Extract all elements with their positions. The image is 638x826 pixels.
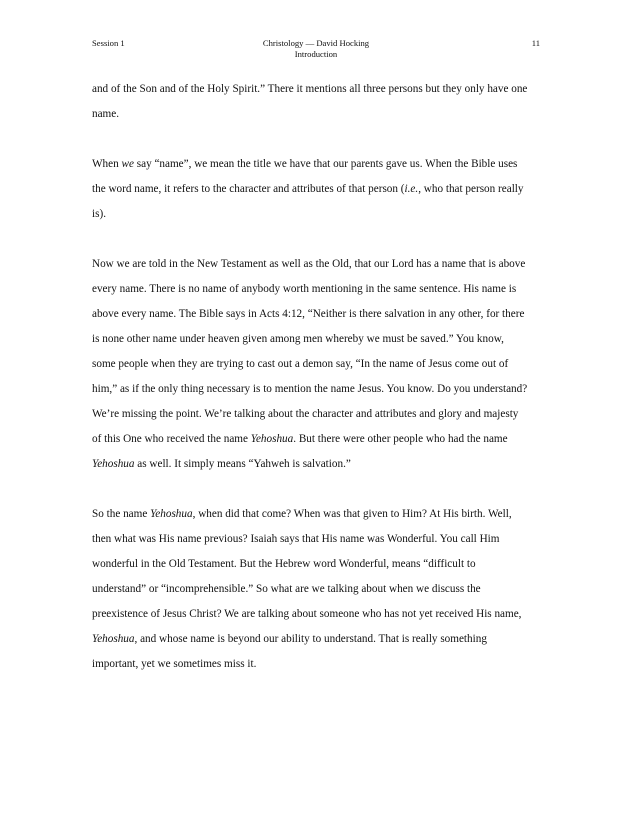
page-header: [92, 38, 540, 62]
paragraph-4: [92, 502, 544, 677]
text-line: preexistence of Jesus Christ? We are talking about someone who has not yet received His name,: [92, 608, 522, 620]
text-line: Now we are told in the New Testament as well as the Old, that our Lord has a name that is above: [92, 258, 526, 270]
text-line: We’re missing the point. We’re talking about the character and attributes and glory and majesty: [92, 408, 519, 420]
paragraph-1: [92, 77, 544, 127]
text-line: every name. There is no name of anybody worth mentioning in the same sentence. His name is: [92, 283, 517, 295]
text-line: name.: [92, 108, 120, 120]
text-line: is).: [92, 208, 106, 220]
text-line: and of the Son and of the Holy Spirit.” There it mentions all three persons but they only have one: [92, 83, 528, 95]
text-line: important, yet we sometimes miss it.: [92, 658, 257, 670]
text-line: the word name, it refers to the character and attributes of that person (i.e., who that person really: [92, 183, 524, 195]
emphasis: Yehoshua: [250, 433, 294, 445]
document-body: [92, 77, 544, 677]
emphasis: i.e.: [404, 183, 419, 195]
text-line: wonderful in the Old Testament. But the Hebrew word Wonderful, means “difficult to: [92, 558, 476, 570]
header-title-line2: Introduction: [294, 49, 338, 59]
text-line: understand” or “incomprehensible.” So what are we talking about when we discuss the: [92, 583, 481, 595]
text-line: some people when they are trying to cast out a demon say, “In the name of Jesus come out of: [92, 358, 509, 370]
text-line: then what was His name previous? Isaiah says that His name was Wonderful. You call Him: [92, 533, 500, 545]
header-session: Session 1: [92, 38, 125, 48]
emphasis: we: [121, 158, 134, 170]
text-line: him,” as if the only thing necessary is to mention the name Jesus. You know. Do you understand?: [92, 383, 528, 395]
text-line: of this One who received the name Yehoshua. But there were other people who had the name: [92, 433, 508, 445]
paragraph-3: [92, 252, 544, 477]
text-line: above every name. The Bible says in Acts 4:12, “Neither is there salvation in any other, for there: [92, 308, 525, 320]
header-title-line1: Christology — David Hocking: [262, 38, 370, 48]
header-page-number: 11: [531, 38, 540, 48]
text-line: Yehoshua, and whose name is beyond our ability to understand. That is really something: [92, 633, 487, 645]
header-title: [92, 38, 540, 60]
text-line: Yehoshua as well. It simply means “Yahweh is salvation.”: [92, 458, 351, 470]
emphasis: Yehoshua: [92, 633, 135, 645]
text-line: So the name Yehoshua, when did that come? When was that given to Him? At His birth. Well,: [92, 508, 512, 520]
text-line: When we say “name”, we mean the title we have that our parents gave us. When the Bible uses: [92, 158, 518, 170]
paragraph-2: [92, 152, 544, 227]
text-line: is none other name under heaven given among men whereby we must be saved.” You know,: [92, 333, 504, 345]
emphasis: Yehoshua: [92, 458, 135, 470]
emphasis: Yehoshua: [150, 508, 193, 520]
